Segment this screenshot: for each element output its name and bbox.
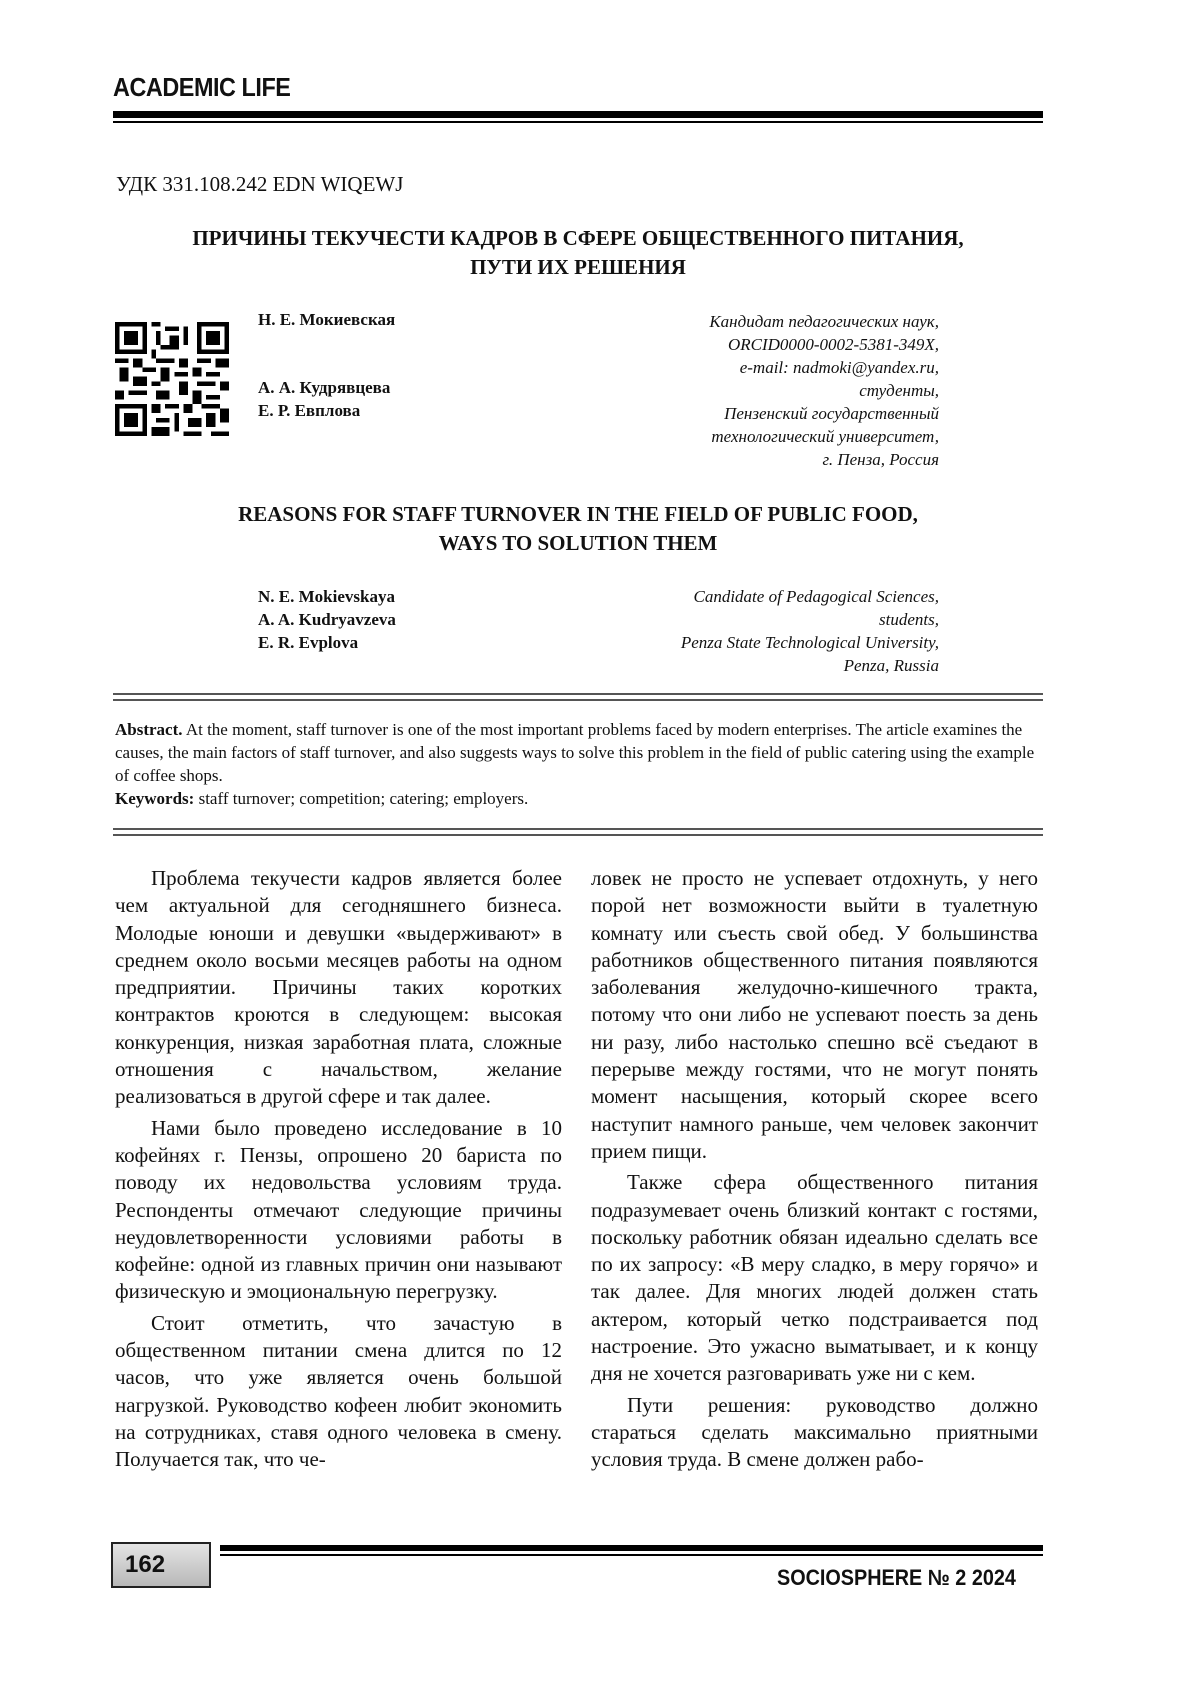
- keywords-label: Keywords:: [115, 789, 195, 808]
- body-column-right: [591, 865, 1038, 1474]
- abstract-rule-bottom-2: [113, 834, 1043, 836]
- affiliation-ru-line: технологический университет,: [711, 427, 939, 446]
- authors-en: [258, 585, 396, 654]
- body-paragraph: Пути решения: руководство должно стараться сделать максимально приятными условия труда. В смене должен рабо-: [591, 1392, 1038, 1472]
- title-en-line-2: WAYS TO SOLUTION THEM: [438, 531, 718, 555]
- affiliation-en-line: students,: [879, 610, 939, 629]
- keywords-text: staff turnover; competition; catering; employers.: [194, 789, 529, 808]
- affiliation-en-line: Penza, Russia: [843, 656, 939, 675]
- author-en-1: N. E. Mokievskaya: [258, 587, 395, 606]
- abstract-paragraph: [115, 718, 1043, 787]
- affiliation-ru-line: ORCID0000-0002-5381-349X,: [727, 335, 939, 354]
- abstract-text: At the moment, staff turnover is one of the most important problems faced by modern enterprises. The article examines the causes, the main factors of staff turnover, and also suggests ways to solve this problem in the field of public catering using the example of coffee shops.: [115, 720, 1035, 785]
- affiliation-ru: [709, 310, 939, 471]
- author-en-2: A. A. Kudryavzeva: [258, 610, 396, 629]
- author-en-3: E. R. Evplova: [258, 633, 359, 652]
- udk-code: УДК 331.108.242 EDN WIQEWJ: [116, 172, 404, 196]
- section-header: ACADEMIC LIFE: [113, 72, 291, 102]
- author-ru-3: Е. Р. Евплова: [258, 401, 361, 420]
- abstract-block: [115, 718, 1043, 810]
- author-ru-1: Н. Е. Мокиевская: [258, 310, 396, 329]
- body-paragraph: Проблема текучести кадров является более чем актуальной для сегодняшнего бизнеса. Молодые юноши и девушки «выдерживают» в среднем около восьми месяцев работы на одном предприятии. Причины таких коротких контрактов кроются в следующем: высокая конкуренция, низкая заработная плата, сложные отношения с начальством, желание реализоваться в другой сфере и так далее.: [115, 866, 562, 1109]
- footer-rule-thin: [220, 1554, 1043, 1556]
- affiliation-ru-line: Кандидат педагогических наук,: [709, 312, 939, 331]
- abstract-rule-top: [113, 693, 1043, 695]
- affiliation-en: [681, 585, 939, 677]
- title-ru-line-1: ПРИЧИНЫ ТЕКУЧЕСТИ КАДРОВ В СФЕРЕ ОБЩЕСТВЕННОГО ПИТАНИЯ,: [192, 226, 964, 250]
- journal-name: SOCIOSPHERE № 2 2024: [777, 1565, 1016, 1590]
- affiliation-ru-line: Пензенский государственный: [724, 404, 939, 423]
- author-ru-2: А. А. Кудрявцева: [258, 378, 391, 397]
- affiliation-ru-line: e-mail: nadmoki@yandex.ru,: [739, 358, 939, 377]
- body-column-left: [115, 865, 562, 1474]
- abstract-rule-top-2: [113, 699, 1043, 701]
- footer-rule: [220, 1545, 1043, 1551]
- affiliation-en-line: Penza State Technological University,: [680, 633, 939, 652]
- body-paragraph: Также сфера общественного питания подразумевает очень близкий контакт с гостями, поскольку работник обязан идеально сделать все по их запросу: «В меру сладко, в меру горячо» и так далее. Для многих людей должен стать актером, который четко подстраивается под настроение. Это ужасно выматывает, и к концу дня не хочется разговаривать уже ни с кем.: [591, 1170, 1038, 1386]
- title-ru: [113, 224, 1043, 282]
- abstract-label: Abstract.: [115, 720, 183, 739]
- page-number: 162: [111, 1542, 211, 1588]
- qr-code: [115, 322, 229, 436]
- header-rule-thin: [113, 121, 1043, 123]
- body-paragraph: ловек не просто не успевает отдохнуть, у него порой нет возможности выйти в туалетную комнату или съесть свой обед. У большинства работников общественного питания появляются заболевания желудочно-кишечного тракта, потому что они либо не успевают поесть за день ни разу, либо настолько спешно всё съедают в перерыве между гостями, что не могут понять момент насыщения, который скорее всего наступит намного раньше, чем человек закончит прием пищи.: [591, 866, 1038, 1163]
- title-en-line-1: REASONS FOR STAFF TURNOVER IN THE FIELD OF PUBLIC FOOD,: [238, 502, 918, 526]
- affiliation-ru-line: г. Пенза, Россия: [822, 450, 939, 469]
- keywords-paragraph: [115, 787, 1043, 810]
- title-ru-line-2: ПУТИ ИХ РЕШЕНИЯ: [470, 255, 686, 279]
- header-rule: [113, 111, 1043, 118]
- body-paragraph: Нами было проведено исследование в 10 кофейнях г. Пензы, опрошено 20 бариста по поводу их недовольства условиям труда. Респонденты отмечают следующие причины неудовлетворенности условиями работы в кофейне: одной из главных причин они называют физическую и эмоциональную перегрузку.: [115, 1115, 562, 1304]
- abstract-rule-bottom: [113, 828, 1043, 830]
- affiliation-en-line: Candidate of Pedagogical Sciences,: [693, 587, 939, 606]
- title-en: [113, 500, 1043, 558]
- body-paragraph: Стоит отметить, что зачастую в общественном питании смена длится по 12 часов, что уже является очень большой нагрузкой. Руководство кофеен любит экономить на сотрудниках, ставя одного человека в смену. Получается так, что че-: [115, 1310, 562, 1472]
- affiliation-ru-line: студенты,: [859, 381, 939, 400]
